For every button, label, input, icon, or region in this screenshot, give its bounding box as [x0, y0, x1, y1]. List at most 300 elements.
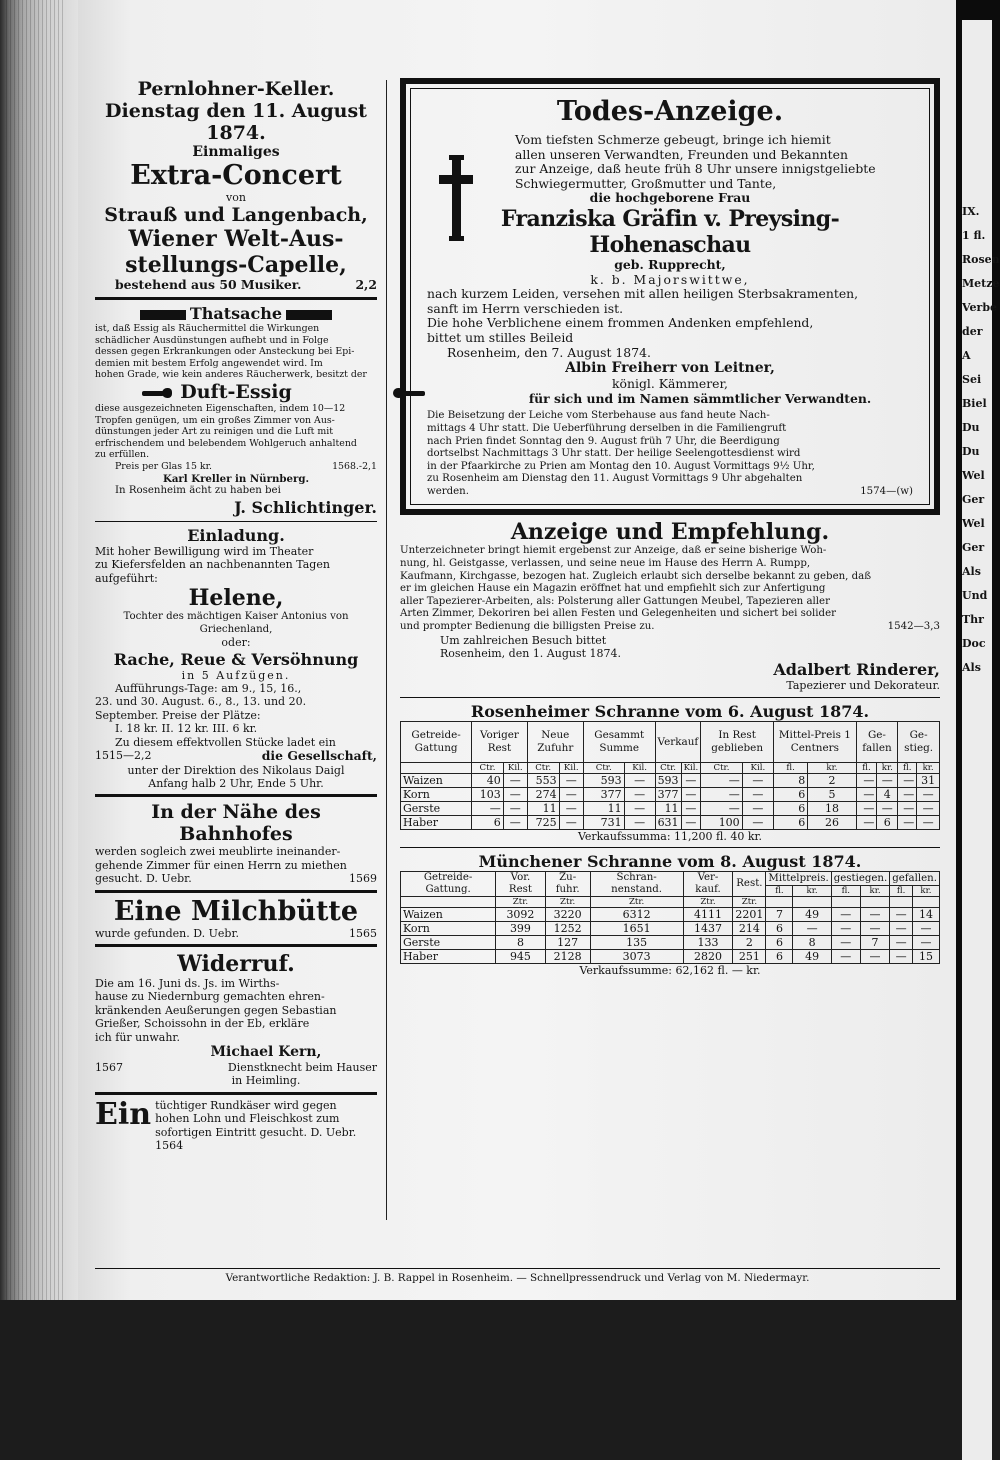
- ad-text: [95, 977, 377, 1044]
- ad-band-line2: stellungs-Capelle,: [125, 252, 347, 279]
- ad-von: von: [226, 191, 246, 204]
- text-line: Die hohe Verblichene einem frommen Andenken empfehlend,: [427, 315, 814, 331]
- table-cell: Ztr.: [545, 897, 590, 908]
- table-cell: kr.: [912, 885, 939, 896]
- page-edges: [6, 0, 66, 1300]
- table-cell: fl.: [898, 762, 917, 773]
- ad-text: wurde gefunden. D. Uebr.: [95, 926, 240, 940]
- ad-number: 1565: [349, 926, 377, 940]
- text-line: tüchtiger Rundkäser wird gegen: [155, 1098, 337, 1112]
- table-cell: —: [890, 950, 913, 964]
- table-header: Vor. Rest: [496, 872, 545, 897]
- table-cell: —: [742, 787, 773, 801]
- ad-maker: Karl Kreller in Nürnberg.: [162, 472, 310, 485]
- ad-title: Anzeige und Empfehlung.: [510, 519, 830, 546]
- cross-icon: [439, 155, 473, 241]
- table-cell: Ctr.: [701, 762, 742, 773]
- table-cell: Ctr.: [527, 762, 559, 773]
- table-cell: 6: [766, 922, 793, 936]
- table-cell: 31: [917, 773, 940, 787]
- notice-name: Franziska Gräfin v. Preysing-Hohenaschau: [500, 205, 840, 258]
- table-cell: kr.: [793, 885, 831, 896]
- text-line: Biel: [962, 397, 987, 410]
- table-cell: Ctr.: [472, 762, 504, 773]
- ad-place: Rosenheim, den 1. August 1874.: [440, 647, 622, 661]
- ad-names: Strauß und Langenbach,: [104, 204, 368, 227]
- ad-title: Einladung.: [187, 525, 285, 545]
- text-line: sanft im Herrn verschieden ist.: [427, 300, 624, 316]
- table-cell: [860, 897, 889, 908]
- ad-price: Preis per Glas 15 kr.: [115, 460, 213, 472]
- table-cell: —: [890, 936, 913, 950]
- table-cell: Kil.: [681, 762, 701, 773]
- table-cell: 553: [527, 773, 559, 787]
- table-cell: 8: [774, 773, 808, 787]
- book-spine: [0, 0, 78, 1300]
- table-cell: —: [624, 801, 655, 815]
- ad-title: In der Nähe des Bahnhofes: [151, 801, 321, 846]
- table-cell: Korn: [401, 922, 496, 936]
- table-cell: —: [681, 815, 701, 829]
- ad-seller: J. Schlichtinger.: [234, 497, 377, 517]
- table-cell: 127: [545, 936, 590, 950]
- text-line: nung, hl. Geistgasse, verlassen, und seine neue im Hause des Herrn A. Rumpp,: [400, 558, 811, 570]
- table-cell: Waizen: [401, 773, 472, 787]
- ad-duft-essig: [95, 304, 377, 517]
- ad-text: [95, 545, 377, 585]
- ad-last-row: [400, 621, 940, 634]
- table-cell: —: [831, 908, 860, 922]
- text-line: hohen Lohn und Fleischkost zum: [155, 1112, 340, 1126]
- table-cell: Haber: [401, 815, 472, 829]
- ad-pernlohner-keller: [95, 78, 377, 293]
- text-line: sofortigen Eintritt gesucht. D. Uebr. 1564: [155, 1125, 357, 1153]
- table-cell: —: [890, 922, 913, 936]
- table-cell: 1437: [683, 922, 733, 936]
- table-cell: [766, 897, 793, 908]
- table-cell: Gerste: [401, 936, 496, 950]
- left-column: [95, 78, 377, 1152]
- table-cell: 1651: [590, 922, 683, 936]
- text-line: dessen gegen Erkrankungen oder Ansteckung bei Epi-: [95, 346, 355, 358]
- table-header: Getreide-Gattung: [401, 721, 472, 762]
- table-cell: —: [856, 787, 877, 801]
- divider: [95, 890, 377, 893]
- table-cell: Kil.: [503, 762, 527, 773]
- ad-days2: 23. und 30. August. 6., 8., 13. und 20.: [95, 695, 307, 709]
- ad-concert: Extra-Concert: [130, 160, 342, 191]
- table-cell: —: [503, 787, 527, 801]
- notice-title: Todes-Anzeige.: [556, 96, 784, 127]
- text-line: hohen Grade, wie kein anderes Räucherwerk, besitzt der: [95, 369, 367, 381]
- text-line: Verbe: [962, 301, 998, 314]
- table-cell: Ctr.: [583, 762, 624, 773]
- table-cell: [793, 897, 831, 908]
- ad-product: Duft-Essig: [180, 380, 292, 403]
- table-row: [401, 773, 940, 787]
- ad-members: bestehend aus 50 Musiker.: [115, 277, 302, 293]
- facing-page-fragment: [962, 20, 1000, 1460]
- table-header: Getreide-Gattung.: [401, 872, 496, 897]
- table-cell: —: [856, 773, 877, 787]
- table-cell: 49: [793, 908, 831, 922]
- table-cell: —: [793, 922, 831, 936]
- table-cell: 103: [472, 787, 504, 801]
- text-line: dortselbst Nachmittags 3 Uhr statt. Der heilige Seelengottesdienst wird: [427, 448, 801, 460]
- table-cell: 593: [583, 773, 624, 787]
- ad-role1: Dienstknecht beim Hauser: [227, 1061, 377, 1075]
- table-row: [401, 908, 940, 922]
- text-line: zu erfüllen.: [95, 449, 150, 461]
- imprint-footer: Verantwortliche Redaktion: J. B. Rappel in Rosenheim. — Schnellpressendruck und Verlag von M. Niedermayr.: [95, 1268, 940, 1285]
- notice-text-2: [427, 287, 913, 345]
- table-cell: —: [831, 950, 860, 964]
- table-cell: 135: [590, 936, 683, 950]
- text-line: bittet um stilles Beileid: [427, 329, 574, 345]
- text-line: kränkenden Aeußerungen gegen Sebastian: [95, 1003, 337, 1017]
- table-cell: 100: [701, 815, 742, 829]
- ad-date: Dienstag den 11. August 1874.: [105, 100, 367, 144]
- text-line: schädlicher Ausdünstungen aufhebt und in Folge: [95, 334, 329, 346]
- notice-number: 1574—(w): [860, 485, 913, 497]
- table-cell: 6: [766, 950, 793, 964]
- ad-number: 1515—2,2: [95, 748, 152, 762]
- table-cell: 5: [808, 787, 856, 801]
- table-cell: —: [860, 908, 889, 922]
- ad-oder: oder:: [221, 636, 251, 650]
- text-line: Mit hoher Bewilligung wird im Theater: [95, 544, 314, 558]
- table-header: gestiegen.: [831, 872, 890, 886]
- table-cell: 4: [877, 787, 898, 801]
- table-header: Ver-kauf.: [683, 872, 733, 897]
- header-row: [401, 872, 940, 886]
- ad-price-row: [95, 461, 377, 473]
- table-cell: Ztr.: [496, 897, 545, 908]
- ad-once: Einmaliges: [192, 144, 280, 160]
- table-cell: —: [624, 787, 655, 801]
- table-header: Mittel-Preis 1 Centners: [774, 721, 857, 762]
- table-cell: 6: [774, 815, 808, 829]
- ad-text: [95, 845, 377, 872]
- table-cell: 2201: [733, 908, 766, 922]
- table-cell: fl.: [766, 885, 793, 896]
- ad-title: Thatsache: [189, 304, 283, 323]
- table-cell: 2: [733, 936, 766, 950]
- ad-widerruf: [95, 951, 377, 1088]
- ad-text: [155, 1099, 377, 1153]
- ad-role: Tapezierer und Dekorateur.: [786, 679, 940, 693]
- text-line: Wel: [962, 517, 985, 530]
- text-line: Und: [962, 589, 988, 602]
- text-line: Grießer, Schoissohn in der Eb, erkläre: [95, 1017, 310, 1031]
- table-row: [401, 950, 940, 964]
- rosenheim-table: [400, 721, 940, 830]
- text-line: zu Rosenheim am Dienstag den 11. August Vormittags 9 Uhr abgehalten: [427, 473, 803, 485]
- text-line: zur Anzeige, daß heute früh 8 Uhr unsere innigstgeliebte: [515, 161, 876, 177]
- text-line: zu Kiefersfelden an nachbenannten Tagen: [95, 558, 330, 572]
- text-line: Rosen: [962, 253, 1000, 266]
- table-cell: kr.: [808, 762, 856, 773]
- text-line: Thr: [962, 613, 984, 626]
- munich-table: [400, 871, 940, 964]
- text-line: Als: [962, 661, 981, 674]
- right-column: [400, 78, 940, 978]
- table-cell: 3220: [545, 908, 590, 922]
- table-header: Ge-fallen: [856, 721, 898, 762]
- ad-days1: Aufführungs-Tage: am 9., 15, 16.,: [115, 681, 302, 695]
- text-line: er im gleichen Hause ein Magazin eröffnet hat und empfiehlt sich zur Anfertigung: [400, 583, 826, 595]
- table-cell: 8: [793, 936, 831, 950]
- table-cell: —: [701, 801, 742, 815]
- notice-funeral-text: [427, 410, 913, 486]
- notice-geb: geb. Rupprecht,: [614, 256, 726, 272]
- table-cell: Ztr.: [590, 897, 683, 908]
- ad-theater: [95, 526, 377, 791]
- ad-time: Anfang halb 2 Uhr, Ende 5 Uhr.: [148, 776, 324, 790]
- table-header: Neue Zufuhr: [527, 721, 583, 762]
- divider: [400, 847, 940, 848]
- table-cell: 6: [774, 801, 808, 815]
- table-cell: —: [503, 815, 527, 829]
- text-line: aufgeführt:: [95, 571, 158, 585]
- ad-title: Widerruf.: [177, 951, 295, 977]
- grain-market-rosenheim: [400, 702, 940, 843]
- table-cell: —: [742, 801, 773, 815]
- text-line: ist, daß Essig als Räuchermittel die Wirkungen: [95, 323, 320, 334]
- notice-text: [427, 133, 913, 191]
- table-cell: fl.: [831, 885, 860, 896]
- table-cell: —: [681, 773, 701, 787]
- divider: [95, 1092, 377, 1095]
- table-cell: 11: [527, 801, 559, 815]
- text-line: nach kurzem Leiden, versehen mit allen heiligen Sterbsakramenten,: [427, 286, 859, 302]
- table-header: Rest.: [733, 872, 766, 897]
- table-cell: 133: [683, 936, 733, 950]
- header-row: [401, 721, 940, 762]
- table-cell: 2820: [683, 950, 733, 964]
- notice-place: Rosenheim, den 7. August 1874.: [447, 344, 651, 360]
- table-cell: —: [831, 936, 860, 950]
- table-cell: 725: [527, 815, 559, 829]
- table-row: [401, 922, 940, 936]
- text-line: hause zu Niedernburg gemachten ehren-: [95, 990, 325, 1004]
- table-sum: Verkaufssumme: 62,162 fl. — kr.: [579, 964, 761, 978]
- ad-role2: in Heimling.: [231, 1074, 301, 1088]
- table-cell: —: [559, 787, 583, 801]
- table-cell: 631: [655, 815, 681, 829]
- table-cell: Ctr.: [655, 762, 681, 773]
- table-cell: —: [860, 950, 889, 964]
- table-cell: —: [917, 815, 940, 829]
- ad-play: Helene,: [188, 584, 284, 611]
- table-cell: —: [898, 815, 917, 829]
- table-cell: —: [701, 773, 742, 787]
- table-cell: —: [877, 773, 898, 787]
- grain-market-munich: [400, 852, 940, 977]
- table-cell: 49: [793, 950, 831, 964]
- table-cell: —: [559, 773, 583, 787]
- table-cell: Kil.: [742, 762, 773, 773]
- table-cell: 15: [912, 950, 939, 964]
- table-cell: —: [890, 908, 913, 922]
- table-row: [401, 787, 940, 801]
- ad-play-sub2: Griechenland,: [199, 623, 273, 635]
- table-cell: 377: [655, 787, 681, 801]
- divider: [95, 297, 377, 300]
- table-cell: 40: [472, 773, 504, 787]
- ad-text: [95, 323, 377, 381]
- unit-row: [401, 762, 940, 773]
- table-cell: 6312: [590, 908, 683, 922]
- table-cell: 18: [808, 801, 856, 815]
- table-cell: —: [856, 815, 877, 829]
- table-cell: Haber: [401, 950, 496, 964]
- table-cell: 7: [860, 936, 889, 950]
- text-line: Die am 16. Juni ds. Js. im Wirths-: [95, 977, 280, 990]
- text-line: aller Tapezierer-Arbeiten, als: Polsterung aller Gattungen Meubel, Tapezieren aller: [400, 595, 830, 607]
- ad-role-row: [95, 1061, 377, 1074]
- table-cell: 2128: [545, 950, 590, 964]
- text-line: Du: [962, 421, 980, 434]
- table-header: Zu-fuhr.: [545, 872, 590, 897]
- table-header: gefallen.: [890, 872, 940, 886]
- table-row: [401, 815, 940, 829]
- table-cell: 8: [496, 936, 545, 950]
- text-line: ich für unwahr.: [95, 1030, 180, 1044]
- table-cell: 399: [496, 922, 545, 936]
- notice-signer: Albin Freiherr von Leitner,: [565, 360, 775, 377]
- table-cell: 7: [766, 908, 793, 922]
- text-line: Unterzeichneter bringt hiemit ergebenst zur Anzeige, daß er seine bisherige Woh-: [400, 545, 827, 557]
- ad-title: Eine Milchbütte: [113, 895, 359, 927]
- table-cell: 4111: [683, 908, 733, 922]
- ad-last: gesucht. D. Uebr.: [95, 872, 192, 886]
- table-cell: —: [624, 773, 655, 787]
- death-notice: [400, 78, 940, 515]
- text-line: dünstungen jeder Art zu reinigen und die Luft mit: [95, 426, 334, 438]
- table-cell: 11: [655, 801, 681, 815]
- text-line: Wel: [962, 469, 985, 482]
- ad-acts: in 5 Aufzügen.: [181, 668, 291, 682]
- table-header: Voriger Rest: [472, 721, 527, 762]
- text-line: IX.: [962, 205, 980, 218]
- table-row: [401, 801, 940, 815]
- ad-society-row: [95, 749, 377, 764]
- table-cell: Ztr.: [733, 897, 766, 908]
- table-cell: [831, 897, 860, 908]
- table-cell: Gerste: [401, 801, 472, 815]
- text-line: Doc: [962, 637, 986, 650]
- notice-last: werden.: [427, 485, 469, 497]
- table-cell: —: [681, 801, 701, 815]
- table-cell: fl.: [890, 885, 913, 896]
- ad-band-line1: Wiener Welt-Aus-: [128, 226, 344, 253]
- ad-play2: Rache, Reue & Versöhnung: [113, 649, 359, 669]
- table-cell: 593: [655, 773, 681, 787]
- divider: [95, 521, 377, 522]
- table-cell: 6: [877, 815, 898, 829]
- text-line: mittags 4 Uhr statt. Die Ueberführung derselben in die Familiengruft: [427, 422, 787, 434]
- table-cell: 3092: [496, 908, 545, 922]
- table-title: Rosenheimer Schranne vom 6. August 1874.: [470, 701, 870, 721]
- text-line: Kaufmann, Kirchgasse, bezogen hat. Zugleich erlaubt sich derselbe bekannt zu geben, daß: [400, 570, 872, 582]
- table-cell: Kil.: [624, 762, 655, 773]
- table-cell: —: [831, 922, 860, 936]
- text-line: Vom tiefsten Schmerze gebeugt, bringe ich hiemit: [515, 132, 831, 147]
- text-line: Als: [962, 565, 981, 578]
- ad-bahnhof: [95, 801, 377, 885]
- text-line: erfrischendem und belebendem Wohlgeruch anhaltend: [95, 437, 357, 449]
- notice-witwe: k. b. Majorswittwe,: [590, 271, 750, 287]
- ad-text-2: [95, 403, 377, 461]
- ad-number: 1568.-2,1: [332, 460, 377, 472]
- ad-milchbuette: [95, 897, 377, 940]
- table-cell: —: [912, 922, 939, 936]
- ad-number: 1567: [95, 1061, 123, 1075]
- table-cell: —: [701, 787, 742, 801]
- text-line: Tropfen genügen, um ein großes Zimmer von Aus-: [95, 414, 335, 426]
- text-line: gehende Zimmer für einen Herrn zu miethen: [95, 858, 347, 872]
- table-cell: —: [742, 773, 773, 787]
- text-line: Ger: [962, 541, 985, 554]
- ad-play-sub1: Tochter des mächtigen Kaiser Antonius von: [123, 610, 349, 622]
- table-cell: —: [917, 801, 940, 815]
- text-line: Arten Zimmer, Dekoriren bei allen Festen und Gelegenheiten und sichert bei solider: [400, 608, 836, 620]
- table-cell: 731: [583, 815, 624, 829]
- table-cell: 14: [912, 908, 939, 922]
- ad-number: 1569: [349, 872, 377, 886]
- table-cell: 6: [472, 815, 504, 829]
- text-line: werden sogleich zwei meublirte ineinander-: [95, 845, 341, 859]
- table-cell: kr.: [877, 762, 898, 773]
- ad-director: unter der Direktion des Nikolaus Daigl: [127, 763, 345, 777]
- table-cell: 2: [808, 773, 856, 787]
- table-row: [401, 936, 940, 950]
- text-line: allen unseren Verwandten, Freunden und Bekannten: [515, 146, 848, 162]
- text-line: Du: [962, 445, 980, 458]
- table-cell: —: [559, 801, 583, 815]
- ad-ask: Um zahlreichen Besuch bittet: [440, 633, 607, 647]
- table-cell: —: [877, 801, 898, 815]
- notice-family: für sich und im Namen sämmtlicher Verwandten.: [528, 390, 872, 406]
- text-line: diese ausgezeichneten Eigenschaften, indem 10—12: [95, 402, 346, 414]
- text-line: Ger: [962, 493, 985, 506]
- ad-product-row: [95, 381, 377, 403]
- table-cell: 945: [496, 950, 545, 964]
- table-cell: —: [860, 922, 889, 936]
- ad-title-row: [95, 304, 377, 323]
- table-cell: —: [917, 787, 940, 801]
- ad-society: die Gesellschaft,: [261, 747, 377, 763]
- text-line: Die Beisetzung der Leiche vom Sterbehause aus fand heute Nach-: [427, 410, 770, 422]
- table-cell: 26: [808, 815, 856, 829]
- table-cell: —: [681, 787, 701, 801]
- ad-tapezierer: [400, 519, 940, 692]
- table-cell: [912, 897, 939, 908]
- ad-signer: Michael Kern,: [210, 1044, 322, 1061]
- ad-text: [400, 545, 940, 621]
- ad-last: und prompter Bedienung die billigsten Preise zu.: [400, 621, 655, 633]
- table-cell: 11: [583, 801, 624, 815]
- text-line: der A: [962, 325, 983, 362]
- ad-title: Pernlohner-Keller.: [137, 78, 335, 100]
- table-cell: 1252: [545, 922, 590, 936]
- table-header: Ge-stieg.: [898, 721, 940, 762]
- table-cell: fl.: [774, 762, 808, 773]
- ad-days3: September. Preise der Plätze:: [95, 708, 261, 722]
- table-cell: —: [898, 773, 917, 787]
- table-cell: —: [898, 787, 917, 801]
